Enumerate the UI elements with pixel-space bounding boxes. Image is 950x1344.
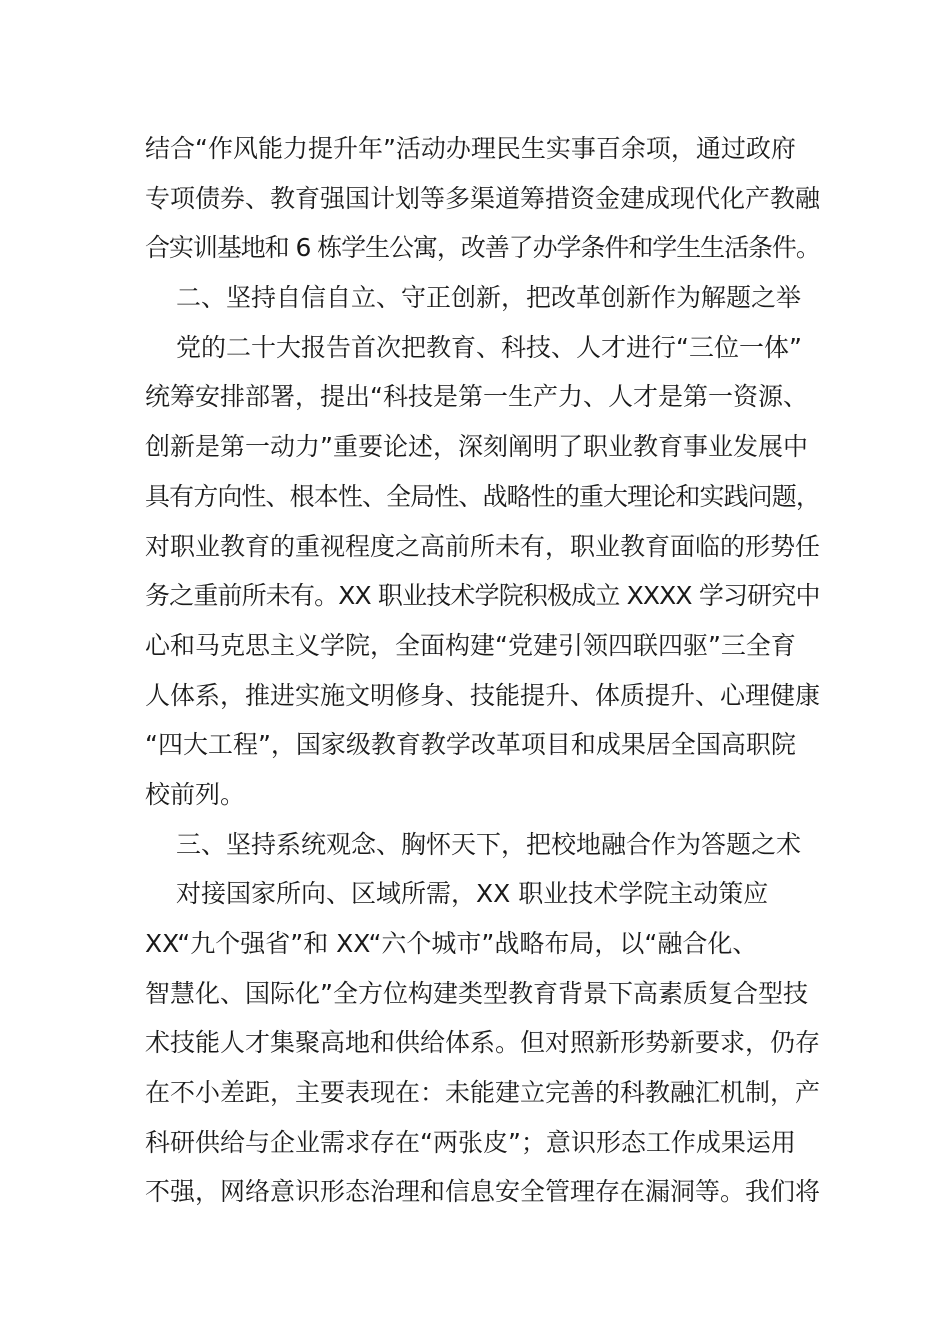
text-line: 统筹安排部署，提出“科技是第一生产力、人才是第一资源、 (145, 382, 808, 412)
section-heading-3: 三、坚持系统观念、胸怀天下，把校地融合作为答题之术 (176, 829, 802, 859)
text-line: “四大工程”，国家级教育教学改革项目和成果居全国高职院 (145, 730, 796, 760)
paragraph-start: 对接国家所向、区域所需，XX 职业技术学院主动策应 (176, 879, 769, 909)
text-line: 智慧化、国际化”全方位构建类型教育背景下高素质复合型技 (145, 978, 808, 1008)
text-line: 结合“作风能力提升年”活动办理民生实事百余项，通过政府 (145, 134, 796, 163)
text-line: 术技能人才集聚高地和供给体系。但对照新形势新要求，仍存 (145, 1028, 821, 1058)
text-line: 专项债券、教育强国计划等多渠道筹措资金建成现代化产教融 (145, 183, 821, 213)
text-line: 心和马克思主义学院，全面构建“党建引领四联四驱”三全育 (145, 630, 796, 660)
text-line: 对职业教育的重视程度之高前所未有，职业教育面临的形势任 (145, 531, 821, 561)
section-heading-2: 二、坚持自信自立、守正创新，把改革创新作为解题之举 (176, 283, 802, 313)
text-line: 人体系，推进实施文明修身、技能提升、体质提升、心理健康 (145, 680, 821, 710)
text-line: 务之重前所未有。XX 职业技术学院积极成立 XXXX 学习研究中 (145, 581, 820, 611)
text-line: XX“九个强省”和 XX“六个城市”战略布局，以“融合化、 (145, 929, 758, 958)
text-line: 具有方向性、根本性、全局性、战略性的重大理论和实践问题， (145, 481, 821, 511)
text-line: 校前列。 (145, 779, 246, 809)
text-line: 在不小差距，主要表现在：未能建立完善的科教融汇机制，产 (145, 1078, 821, 1108)
paragraph-start: 党的二十大报告首次把教育、科技、人才进行“三位一体” (176, 332, 802, 362)
text-line: 合实训基地和 6 栋学生公寓，改善了办学条件和学生生活条件。 (145, 233, 820, 263)
text-line: 科研供给与企业需求存在“两张皮”；意识形态工作成果运用 (145, 1127, 796, 1157)
document-body (145, 124, 821, 1217)
text-line: 不强，网络意识形态治理和信息安全管理存在漏洞等。我们将 (145, 1177, 821, 1207)
text-line: 创新是第一动力”重要论述，深刻阐明了职业教育事业发展中 (145, 432, 808, 462)
